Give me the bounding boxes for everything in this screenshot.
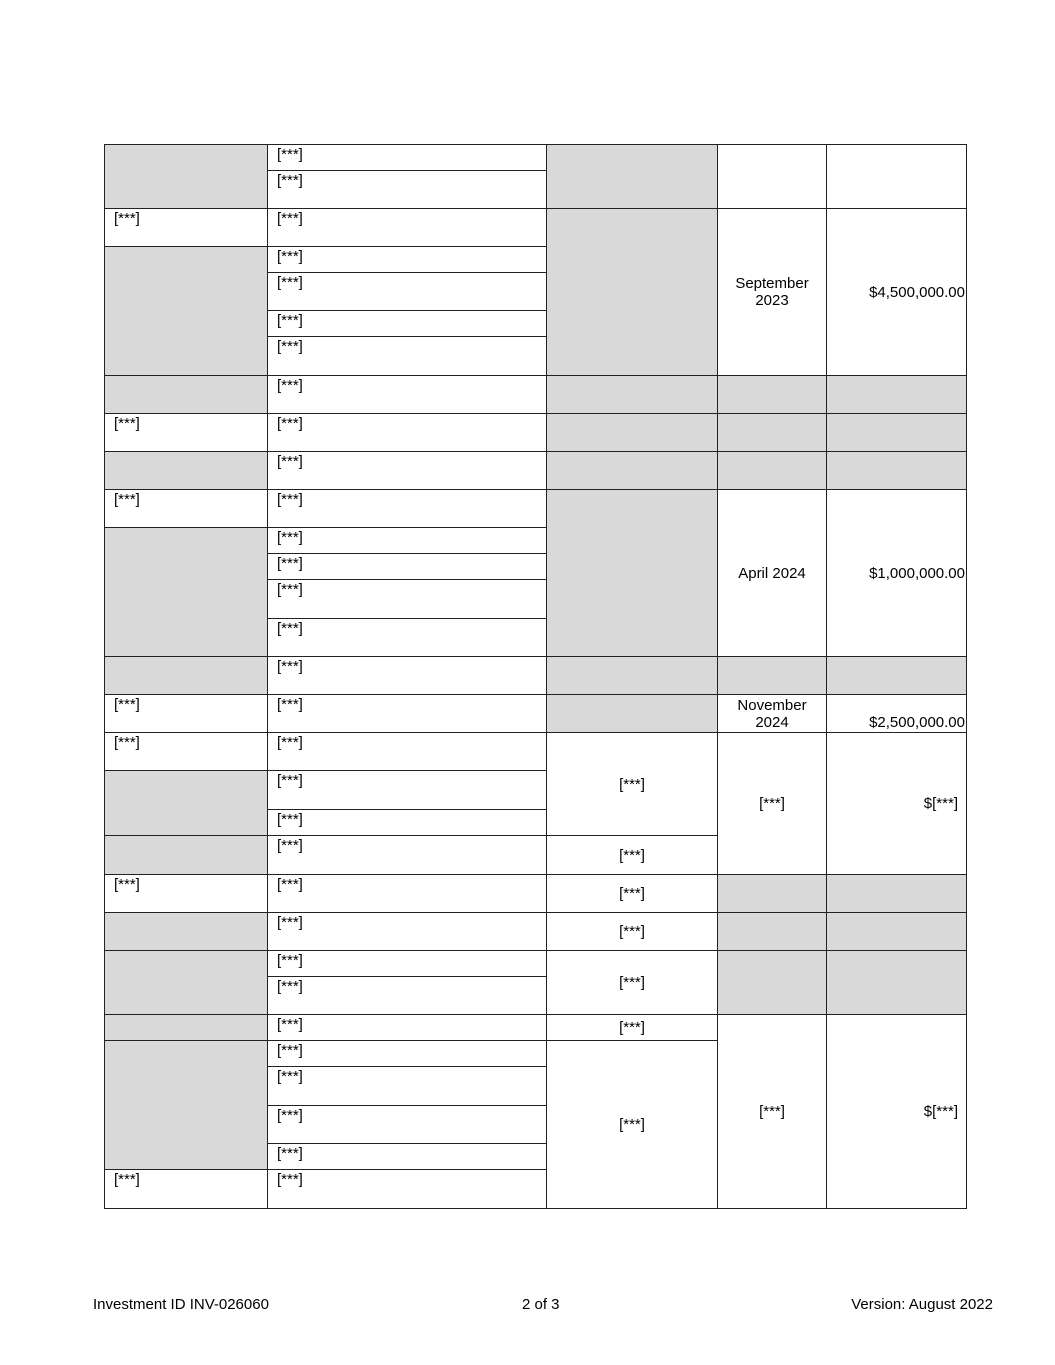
table-cell: [***] (546, 1014, 718, 1041)
table-cell: [***] (267, 336, 547, 376)
milestone-table (104, 144, 967, 1209)
table-cell-shaded (104, 451, 268, 490)
table-cell: [***] (267, 950, 547, 977)
table-cell: [***] (267, 553, 547, 580)
table-cell-shaded (104, 1014, 268, 1041)
table-cell: [***] (267, 694, 547, 733)
table-cell-shaded (546, 375, 718, 414)
table-cell: [***] (267, 809, 547, 836)
table-cell: [***] (546, 912, 718, 951)
milestone-amount: $2,500,000.00 (826, 694, 967, 733)
milestone-amount: $1,000,000.00 (826, 489, 967, 657)
table-cell: [***] (104, 489, 268, 528)
table-cell-shaded (104, 144, 268, 209)
table-cell: [***] (267, 835, 547, 875)
table-cell: [***] (267, 246, 547, 273)
table-cell-shaded (826, 950, 967, 1015)
table-cell: [***] (267, 912, 547, 951)
table-cell-shaded (826, 413, 967, 452)
table-cell-shaded (546, 413, 718, 452)
table-cell-shaded (546, 489, 718, 657)
table-cell: [***] (267, 874, 547, 913)
table-cell: [***] (546, 835, 718, 875)
table-cell: [***] (267, 144, 547, 171)
table-cell-shaded (104, 527, 268, 657)
table-cell-shaded (546, 694, 718, 733)
table-cell: [***] (267, 1143, 547, 1170)
investment-id: Investment ID INV-026060 (93, 1296, 269, 1313)
table-cell: [***] (267, 208, 547, 247)
table-cell: [***] (267, 732, 547, 771)
table-cell-shaded (104, 835, 268, 875)
table-cell-shaded (104, 375, 268, 414)
table-cell-shaded (717, 912, 827, 951)
table-cell-shaded (546, 451, 718, 490)
table-cell: [***] (267, 1169, 547, 1209)
table-cell: [***] (104, 874, 268, 913)
table-cell-shaded (104, 912, 268, 951)
milestone-date: September 2023 (717, 208, 827, 376)
table-cell (717, 144, 827, 209)
milestone-date: April 2024 (717, 489, 827, 657)
table-cell-shaded (104, 246, 268, 376)
table-cell: [***] (267, 451, 547, 490)
table-cell-shaded (546, 144, 718, 209)
table-cell: [***] (267, 170, 547, 209)
milestone-date: [***] (717, 732, 827, 875)
table-cell: [***] (104, 1169, 268, 1209)
table-cell-shaded (717, 874, 827, 913)
table-cell: [***] (267, 618, 547, 657)
table-cell: [***] (267, 272, 547, 311)
table-cell: [***] (267, 976, 547, 1015)
milestone-date: November 2024 (717, 694, 827, 733)
milestone-amount: $[***] (826, 1014, 967, 1209)
table-cell: [***] (267, 1040, 547, 1067)
milestone-amount: $[***] (826, 732, 967, 875)
table-cell: [***] (104, 694, 268, 733)
milestone-date: [***] (717, 1014, 827, 1209)
table-cell: [***] (546, 732, 718, 836)
table-cell-shaded (826, 874, 967, 913)
version-label: Version: August 2022 (851, 1296, 993, 1313)
table-cell: [***] (546, 950, 718, 1015)
table-cell-shaded (104, 950, 268, 1015)
table-cell-shaded (826, 451, 967, 490)
table-cell: [***] (267, 579, 547, 619)
table-cell-shaded (104, 770, 268, 836)
table-cell-shaded (104, 1040, 268, 1170)
table-cell-shaded (717, 375, 827, 414)
table-cell: [***] (267, 1066, 547, 1106)
page-number: 2 of 3 (522, 1296, 560, 1313)
table-cell-shaded (826, 656, 967, 695)
table-cell-shaded (717, 451, 827, 490)
table-cell: [***] (267, 413, 547, 452)
table-cell: [***] (267, 1105, 547, 1144)
table-cell-shaded (717, 413, 827, 452)
table-cell: [***] (267, 656, 547, 695)
table-cell-shaded (546, 656, 718, 695)
table-cell-shaded (826, 375, 967, 414)
table-cell-shaded (826, 912, 967, 951)
table-cell: [***] (267, 527, 547, 554)
milestone-amount: $4,500,000.00 (826, 208, 967, 376)
table-cell: [***] (104, 208, 268, 247)
table-cell: [***] (267, 310, 547, 337)
table-cell: [***] (104, 413, 268, 452)
table-cell: [***] (104, 732, 268, 771)
table-cell: [***] (267, 489, 547, 528)
table-cell: [***] (546, 1040, 718, 1209)
table-cell (826, 144, 967, 209)
table-cell: [***] (267, 1014, 547, 1041)
table-cell-shaded (717, 950, 827, 1015)
table-cell-shaded (104, 656, 268, 695)
table-cell-shaded (546, 208, 718, 376)
table-cell: [***] (267, 770, 547, 810)
table-cell-shaded (717, 656, 827, 695)
table-cell: [***] (267, 375, 547, 414)
table-cell: [***] (546, 874, 718, 913)
